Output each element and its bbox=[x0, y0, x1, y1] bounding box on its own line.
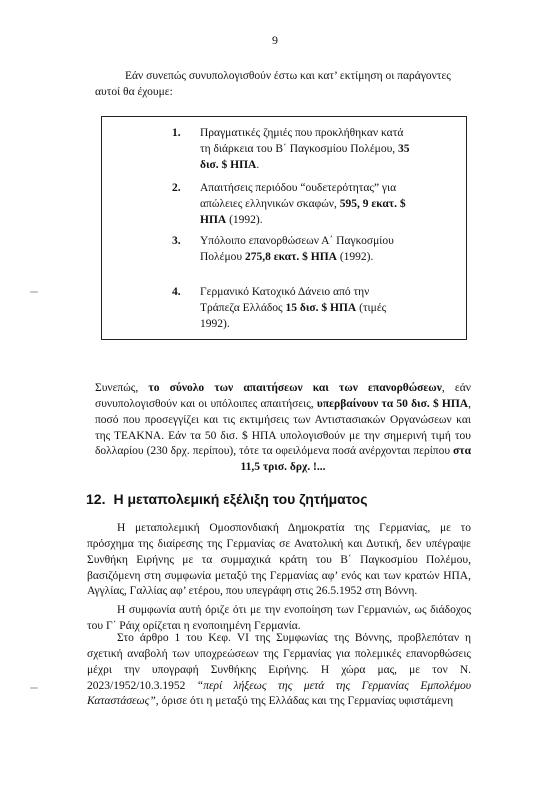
section-heading bbox=[86, 490, 486, 509]
section-number: 12. bbox=[86, 491, 106, 507]
claim-amount: 275,8 εκατ. $ ΗΠΑ bbox=[244, 250, 337, 263]
claim-amount: 35 δισ. $ ΗΠΑ bbox=[200, 142, 410, 171]
claim-number: 1. bbox=[172, 127, 181, 139]
scan-margin-mark bbox=[30, 291, 38, 293]
claim-text-tail: (1992). bbox=[226, 213, 263, 226]
claim-number: 3. bbox=[172, 235, 181, 247]
claim-text-tail: . bbox=[256, 158, 260, 171]
claim-number: 4. bbox=[172, 286, 181, 298]
paragraph-text: Στο άρθρο 1 του Κεφ. VI της Συμφωνίας της Βόννης, προβλεπόταν η σχετική αναβολή των υποχρεώσεων της Γερμανίας για πολεμικές επανορθώσεις μέχρι την υπογραφή Συνθήκης Ειρήνης. Η χώρα μας, με τον Ν. 2023/1952/10.3.1952 bbox=[87, 632, 471, 692]
summary-emphasis: στα 11,5 τρισ. δρχ. !... bbox=[240, 445, 471, 474]
summary-emphasis: το σύνολο των απαιτήσεων και των επανορθώσεων bbox=[148, 382, 442, 394]
claim-text-plain: Γερμανικό Κατοχικό Δάνειο από την Τράπεζα Ελλάδος bbox=[200, 286, 370, 314]
paragraph-text: Η συμφωνία αυτή όριζε ότι με την ενοποίηση των Γερμανιών, ως διάδοχος του Γ΄ Ράιχ ορίζεται η ενοποιημένη Γερμανία. bbox=[87, 604, 471, 632]
paragraph-text: Η μεταπολεμική Ομοσπονδιακή Δημοκρατία της Γερμανίας, με το πρόσχημα της διαίρεσης της Γερμανίας σε Ανατολική και Δυτική, δεν υπέγραψε Συνθήκη Ειρήνης με τα συμμαχικά κράτη του Β΄ Παγκοσμίου Πολέμου, βασιζόμενη στη συμφωνία μεταξύ της Γερμανίας αφ’ ενός και των κρατών ΗΠΑ, Αγγλίας, Γαλλίας αφ’ ετέρου, που υπεγράφη στις 26.5.1952 στη Βόννη. bbox=[87, 522, 471, 598]
summary-text: , ποσό που προσεγγίζει και τις εκτιμήσεις των Αντιστασιακών Οργανώσεων και της ΤΕΑΚΝΑ. Εάν τα 50 δισ. $ ΗΠΑ υπολογισθούν με την σημερινή τιμή του δολλαρίου (230 δρχ. περίπου), τότε τα οφειλόμενα ποσά ανέρχονται περίπου bbox=[95, 397, 471, 458]
body-paragraph-1 bbox=[87, 521, 471, 600]
paragraph-text: , όρισε ότι η μεταξύ της Ελλάδας και της Γερμανίας υφιστάμενη bbox=[155, 695, 454, 708]
intro-text bbox=[95, 69, 471, 101]
summary-text: Συνεπώς, bbox=[95, 382, 149, 394]
claim-text-plain: Υπόλοιπο επανορθώσεων Α΄ Παγκοσμίου Πολέμου bbox=[200, 235, 394, 263]
summary-paragraph bbox=[95, 381, 471, 476]
claim-amount: 595, 9 εκατ. $ ΗΠΑ bbox=[200, 197, 406, 226]
summary-emphasis: υπερβαίνουν τα 50 δισ. $ ΗΠΑ bbox=[316, 397, 469, 410]
scan-margin-mark bbox=[30, 687, 38, 689]
claim-amount: 15 δισ. $ ΗΠΑ bbox=[285, 301, 357, 314]
body-paragraph-3 bbox=[87, 631, 471, 710]
claim-text-plain: Απαιτήσεις περιόδου “ουδετερότητας” για απώλειες ελληνικών σκαφών, bbox=[200, 182, 397, 210]
claim-text-tail: (τιμές 1992). bbox=[200, 301, 387, 330]
claim-text-tail: (1992). bbox=[336, 250, 374, 263]
intro-line: Εάν συνεπώς συνυπολογισθούν έστω και κατ’ εκτίμηση οι παράγοντες αυτοί θα έχουμε: bbox=[95, 70, 451, 98]
paragraph-text-block bbox=[87, 631, 471, 710]
claim-text-plain: Πραγματικές ζημιές που προκλήθηκαν κατά τη διάρκεια του Β΄ Παγκοσμίου Πολέμου, bbox=[200, 127, 404, 155]
summary-text: , εάν συνυπολογισθούν και οι υπόλοιπες απαιτήσεις, bbox=[95, 382, 471, 410]
section-title: Η μεταπολεμική εξέλιξη του ζητήματος bbox=[113, 491, 368, 507]
page-number: 9 bbox=[272, 33, 278, 47]
claims-box bbox=[101, 116, 467, 340]
claim-text bbox=[200, 234, 410, 266]
claim-text bbox=[200, 181, 410, 229]
body-paragraph-2 bbox=[87, 603, 471, 635]
claim-text bbox=[200, 285, 410, 333]
claim-text bbox=[200, 126, 410, 174]
claim-number: 2. bbox=[172, 182, 181, 194]
law-title: “περί λήξεως της μετά της Γερμανίας Εμπολέμου Καταστάσεως” bbox=[87, 679, 471, 708]
